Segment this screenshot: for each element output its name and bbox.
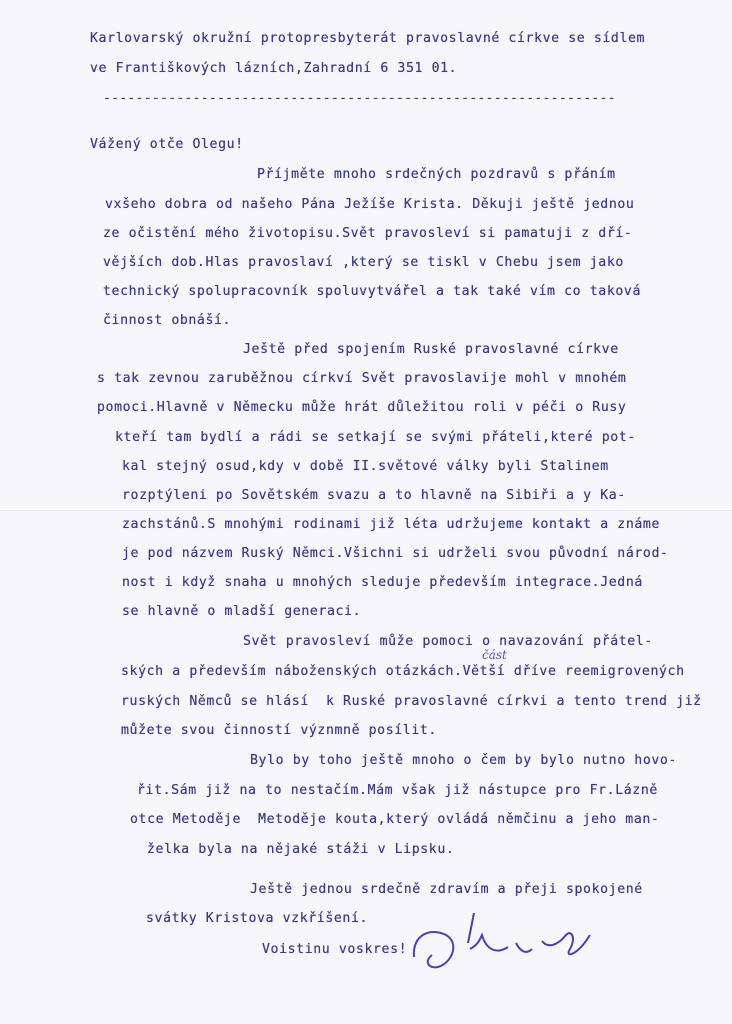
body-line: Bylo by toho ještě mnoho o čem by bylo nutno hovo- [250,753,677,768]
handwritten-insertion: část [482,648,507,662]
body-line: zachstánů.S mnohými rodinami již léta udržujeme kontakt a známe [122,517,660,532]
body-line: nost i když snaha u mnohých sleduje především integrace.Jedná [122,575,643,590]
body-line: se hlavně o mladší generaci. [122,604,362,619]
body-line: želka byla na nějaké stáži v Lipsku. [147,842,455,857]
header-line-2: ve Františkových lázních,Zahradní 6 351 01. [90,61,458,76]
body-line: ze očistění mého životopisu.Svět pravosleví si pamatuji z dří- [103,226,633,241]
body-line: pomoci.Hlavně v Německu může hrát důležitou roli v péči o Rusy [97,400,627,415]
body-line: kal stejný osud,kdy v době II.světové války byli Stalinem [122,459,609,474]
body-line: svátky Kristova vzkříšení. [146,911,369,926]
salutation: Vážený otče Olegu! [90,137,244,152]
body-line: technický spolupracovník spoluvytvářel a tak také vím co taková [103,284,641,299]
body-line: ských a především náboženských otázkách.Větší dříve reemigrovených [121,664,685,679]
header-rule: --------------------------------------------------------------- [103,91,616,106]
body-line: ruských Němců se hlásí k Ruské pravoslavné církvi a tento trend již [121,694,702,709]
body-line: můžete svou činností význmně posílit. [121,723,437,738]
body-line: činnost obnáší. [103,313,232,328]
closing-line: Voistinu voskres! [262,942,408,957]
body-line: je pod názvem Ruský Němci.Všichni si udrželi svou původní národ- [122,546,669,561]
body-line: Ještě před spojením Ruské pravoslavné církve [243,342,619,357]
body-line: vějších dob.Hlas pravoslaví ,který se tiskl v Chebu jsem jako [103,255,624,270]
header-line-1: Karlovarský okružní protopresbyterát pravoslavné církve se sídlem [90,31,646,46]
body-line: kteří tam bydlí a rádi se setkají se svými přáteli,které pot- [115,430,636,445]
body-line: Svět pravosleví může pomoci o navazování přátel- [243,634,653,649]
handwritten-signature [408,905,618,975]
body-line: s tak zevnou zaruběžnou církví Svět pravoslavije mohl v mnohém [97,371,627,386]
body-line: rozptýleni po Sovětském svazu a to hlavně na Sibiři a y Ka- [122,488,626,503]
body-line: Příjměte mnoho srdečných pozdravů s přáním [257,167,616,182]
body-line: vxšeho dobra od našeho Pána Ježíše Krista. Děkuji ještě jednou [105,197,635,212]
body-line: otce Metoděje Metoděje kouta,který ovládá němčinu a jeho man- [130,812,660,827]
body-line: Ještě jednou srdečně zdravím a přeji spokojené [250,882,643,897]
paper-fold [0,510,732,511]
body-line: řit.Sám již na to nestačím.Mám však již nástupce pro Fr.Lázně [137,783,658,798]
